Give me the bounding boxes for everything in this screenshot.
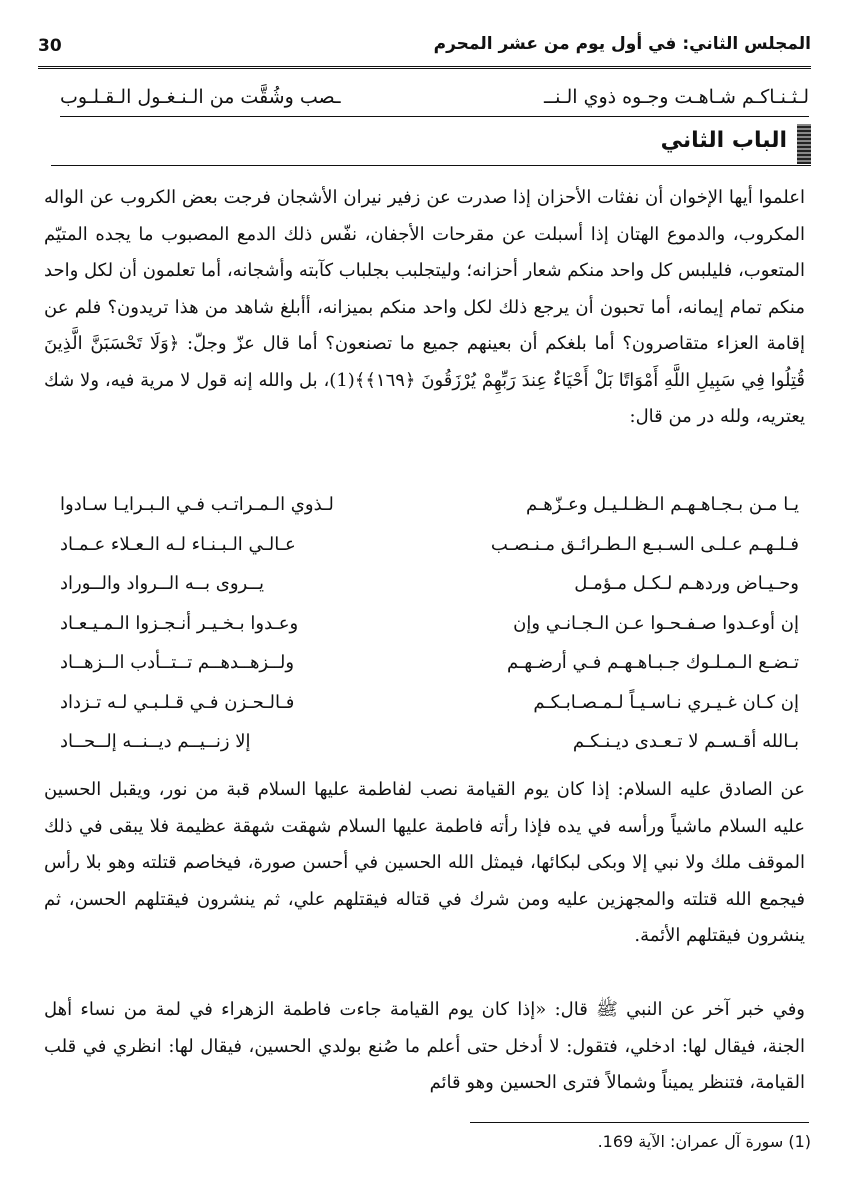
poem-line: [60, 569, 799, 609]
poem-line: [60, 490, 799, 530]
poem-line: [60, 688, 799, 728]
poem-hemistich-right: وحـيـاض وردهـم لـكـل مـؤمـل: [574, 573, 799, 594]
section-heading: [51, 122, 811, 166]
paragraph-3: وفي خبر آخر عن النبي ﷺ قال: «إذا كان يوم القيامة جاءت فاطمة الزهراء في لمة من نساء أهل الجنة، فيقال لها: ادخلي، فتقول: لا أدخل حتى أعلم ما صُنع بولدي الحسين، فيقال لها: انظري في قلب القيامة، فتنظر يميناً وشمالاً فترى الحسين وهو قائم: [44, 999, 805, 1093]
poem-hemistich-right: إن كـان غـيـري نـاسـيـاً لـمـصـابـكـم: [533, 691, 799, 713]
poem-hemistich-right: إن أوعـدوا صـفـحـوا عـن الـجـانـي وإن: [513, 612, 799, 634]
poem-hemistich-right: فـلـهـم عـلـى السـبـع الـطـرائـق مـنـصـب: [490, 533, 799, 555]
poem-line: [60, 530, 799, 570]
poem-hemistich-left: وعـدوا بـخـيـر أنـجـزوا الـمـيـعـاد: [60, 612, 299, 634]
paragraph-2: عن الصادق عليه السلام: إذا كان يوم القيامة نصب لفاطمة عليها السلام قبة من نور، ويقبل الحسين عليه السلام ماشياً ورأسه في يده فإذا رأته فاطمة عليها السلام شهقت شهقة عظيمة فلا يبقى في ذلك الموقف ملك ولا نبي إلا وبكى لبكائها، فيمثل الله الحسين في أحسن صورة، فيخاصم قتلته وهو بلا رأس فيجمع الله قتلته والمجهزين عليه ومن شرك في قتاله فيقتلهم علي، ثم ينشرون فيقتلهم الحسن، ثم ينشرون فيقتلهم الأئمة.: [44, 779, 805, 946]
verse-hemistich-left: ـصب وشُقَّت من الـنـغـول الـقـلـوب: [60, 86, 341, 108]
page-header: [38, 22, 811, 69]
poem-hemistich-left: ولــزهــدهــم تــتــأدب الــزهــاد: [60, 652, 295, 673]
paragraph-1: اعلموا أيها الإخوان أن نفثات الأحزان إذا صدرت عن زفير نيران الأشجان فرجت بعض الكروب عن الواله المكروب، والدموع الهتان إذا أسبلت عن مقرحات الأجفان، نفّس ذلك الدمع المصبوب ما يجده المتيّم المتعوب، فليلبس كل واحد منكم شعار أحزانه؛ وليتجلبب بجلباب كآبته وأشجانه، أما تعلمون أن لكل واحد منكم تمام إيمانه، أما تحبون أن يرجع ذلك لكل واحد منكم بميزانه، أأبلغ شاهد من هذا تريدون؟ فلم عن إقامة العزاء متقاصرون؟ أما بلغكم أن بعينهم جميع ما تصنعون؟ أما قال عزّ وجلّ: ﴿وَلَا تَحْسَبَنَّ الَّذِينَ قُتِلُوا فِي سَبِيلِ اللَّهِ أَمْوَاتًا بَلْ أَحْيَاءٌ عِندَ رَبِّهِمْ يُرْزَقُونَ ﴿١٦٩﴾﴾(1)، بل والله إنه قول لا مرية فيه، ولا شك يعتريه، ولله در من قال:: [44, 187, 805, 427]
heading-rule: [51, 165, 811, 166]
page-number: 30: [38, 36, 62, 56]
footnote-rule: [470, 1122, 809, 1123]
section-title: الباب الثاني: [660, 128, 787, 153]
running-title: المجلس الثاني: في أول يوم من عشر المحرم: [433, 34, 811, 54]
poem-line: [60, 727, 799, 767]
poem-hemistich-right: يـا مـن بـجـاهـهـم الـظـلـيـل وعـزّهـم: [526, 494, 799, 515]
poem-hemistich-left: إلا زنــيــم ديــنــه إلــحــاد: [60, 731, 251, 752]
poem-hemistich-left: عـالـي الـبـنـاء لـه الـعـلاء عـمـاد: [60, 533, 296, 555]
poem: [60, 490, 799, 767]
poem-line: [60, 648, 799, 688]
verse-hemistich-right: لـثـنـاكـم شـاهـت وجـوه ذوي الـنــ: [544, 86, 809, 108]
top-verse: [60, 80, 809, 117]
poem-hemistich-left: لـذوي الـمـراتـب فـي الـبـرايـا سـادوا: [60, 494, 334, 515]
footnote: (1) سورة آل عمران: الآية 169.: [597, 1132, 811, 1151]
poem-hemistich-left: يــروى بــه الــرواد والــوراد: [60, 573, 265, 594]
poem-line: [60, 609, 799, 649]
poem-hemistich-right: بـالله أقـسـم لا تـعـدى ديـنـكـم: [572, 731, 799, 752]
poem-hemistich-left: فـالـحـزن فـي قـلـبـي لـه تـزداد: [60, 691, 295, 713]
poem-hemistich-right: تـضـع الـمـلـوك جـبـاهـهـم فـي أرضـهـم: [506, 652, 799, 673]
heading-bar-ornament: [797, 124, 811, 164]
